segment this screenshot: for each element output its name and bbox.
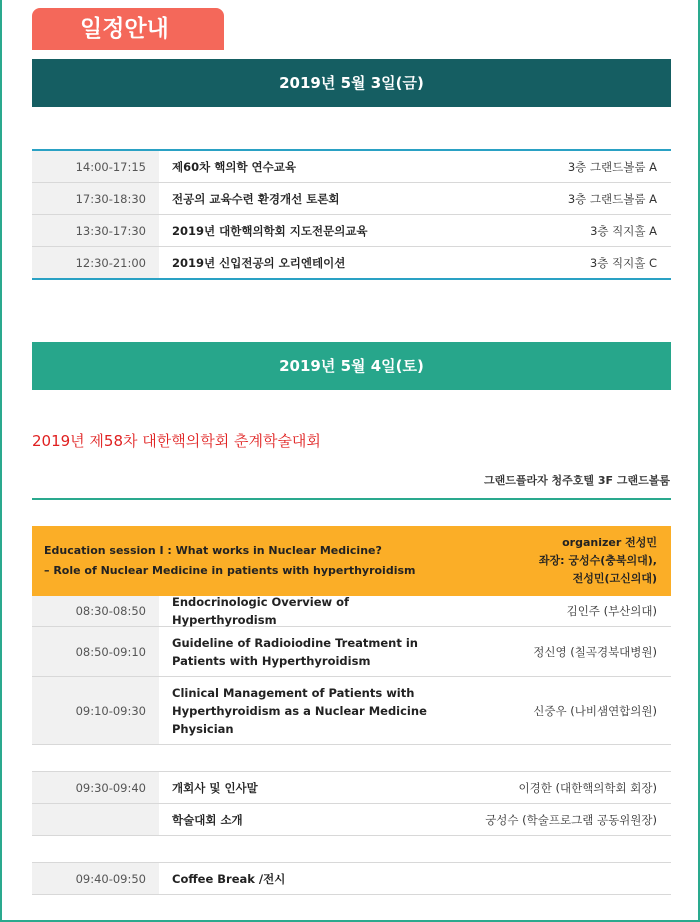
row-speaker: 궁성수 (학술프로그램 공동위원장)	[485, 812, 657, 827]
session-chair-line2: 전성민(고신의대)	[572, 572, 657, 585]
table-row	[32, 863, 671, 895]
row-time: 13:30-17:30	[32, 215, 159, 246]
row-title: Coffee Break /전시	[172, 871, 286, 886]
session-title	[44, 541, 415, 581]
row-time: 09:40-09:50	[32, 863, 159, 894]
break-table	[32, 862, 671, 895]
row-location: 3층 직지홀 A	[590, 223, 657, 238]
row-speaker: 신중우 (나비샘연합의원)	[533, 703, 657, 718]
opening-table	[32, 771, 671, 836]
table-row	[32, 804, 671, 836]
row-speaker: 이경한 (대한핵의학회 회장)	[518, 780, 657, 795]
table-row	[32, 772, 671, 804]
row-title: 2019년 신입전공의 오리엔테이션	[172, 255, 346, 270]
row-time: 09:30-09:40	[32, 772, 159, 803]
row-title: 제60차 핵의학 연수교육	[172, 159, 296, 174]
session-header	[32, 526, 671, 596]
row-title: 전공의 교육수련 환경개선 토론회	[172, 191, 340, 206]
session-title-line2: – Role of Nuclear Medicine in patients with hyperthyroidism	[44, 564, 416, 577]
row-location: 3층 직지홀 C	[589, 255, 657, 270]
day2-header: 2019년 5월 4일(토)	[32, 342, 671, 390]
row-time	[32, 804, 159, 835]
row-title-line: Patients with Hyperthyroidism	[172, 653, 371, 668]
table-row	[32, 247, 671, 279]
row-title-line: Hyperthyroidism as a Nuclear Medicine	[172, 703, 427, 718]
row-time: 17:30-18:30	[32, 183, 159, 214]
row-time: 08:30-08:50	[32, 596, 159, 626]
row-title-line: Guideline of Radioiodine Treatment in	[172, 635, 418, 650]
table-row	[32, 215, 671, 247]
row-time: 12:30-21:00	[32, 247, 159, 278]
session-chair-line1: 좌장: 궁성수(충북의대),	[538, 554, 657, 567]
row-time: 14:00-17:15	[32, 151, 159, 182]
row-time: 09:10-09:30	[32, 677, 159, 744]
row-speaker: 정신영 (칠곡경북대병원)	[533, 644, 657, 659]
venue-label: 그랜드플라자 청주호텔 3F 그랜드볼룸	[483, 474, 670, 487]
row-time: 08:50-09:10	[32, 627, 159, 676]
table-row	[32, 677, 671, 745]
row-title	[159, 627, 441, 676]
row-title: 학술대회 소개	[172, 812, 243, 827]
conference-title: 2019년 제58차 대한핵의학회 춘계학술대회	[32, 432, 321, 450]
session-talks-table	[32, 596, 671, 745]
divider	[32, 498, 671, 500]
row-title: 2019년 대한핵의학회 지도전문의교육	[172, 223, 368, 238]
row-title-line: Physician	[172, 721, 234, 736]
row-title	[159, 677, 441, 744]
row-location: 3층 그랜드볼룸 A	[567, 191, 657, 206]
table-row	[32, 151, 671, 183]
row-title-line: Clinical Management of Patients with	[172, 685, 415, 700]
day1-header: 2019년 5월 3일(금)	[32, 59, 671, 107]
session-title-line1: Education session I : What works in Nuclear Medicine?	[44, 544, 382, 557]
table-row	[32, 596, 671, 627]
row-location: 3층 그랜드볼룸 A	[567, 159, 657, 174]
row-speaker: 김인주 (부산의대)	[566, 604, 657, 618]
session-chairs	[539, 534, 657, 588]
session-organizer: organizer 전성민	[562, 536, 657, 549]
table-row	[32, 627, 671, 677]
table-row	[32, 183, 671, 215]
row-title: 개회사 및 인사말	[172, 780, 258, 795]
page-title: 일정안내	[32, 8, 224, 50]
day1-schedule-table	[32, 149, 671, 280]
row-speaker	[441, 863, 671, 894]
row-title: Endocrinologic Overview of Hyperthyrodism	[172, 595, 350, 627]
